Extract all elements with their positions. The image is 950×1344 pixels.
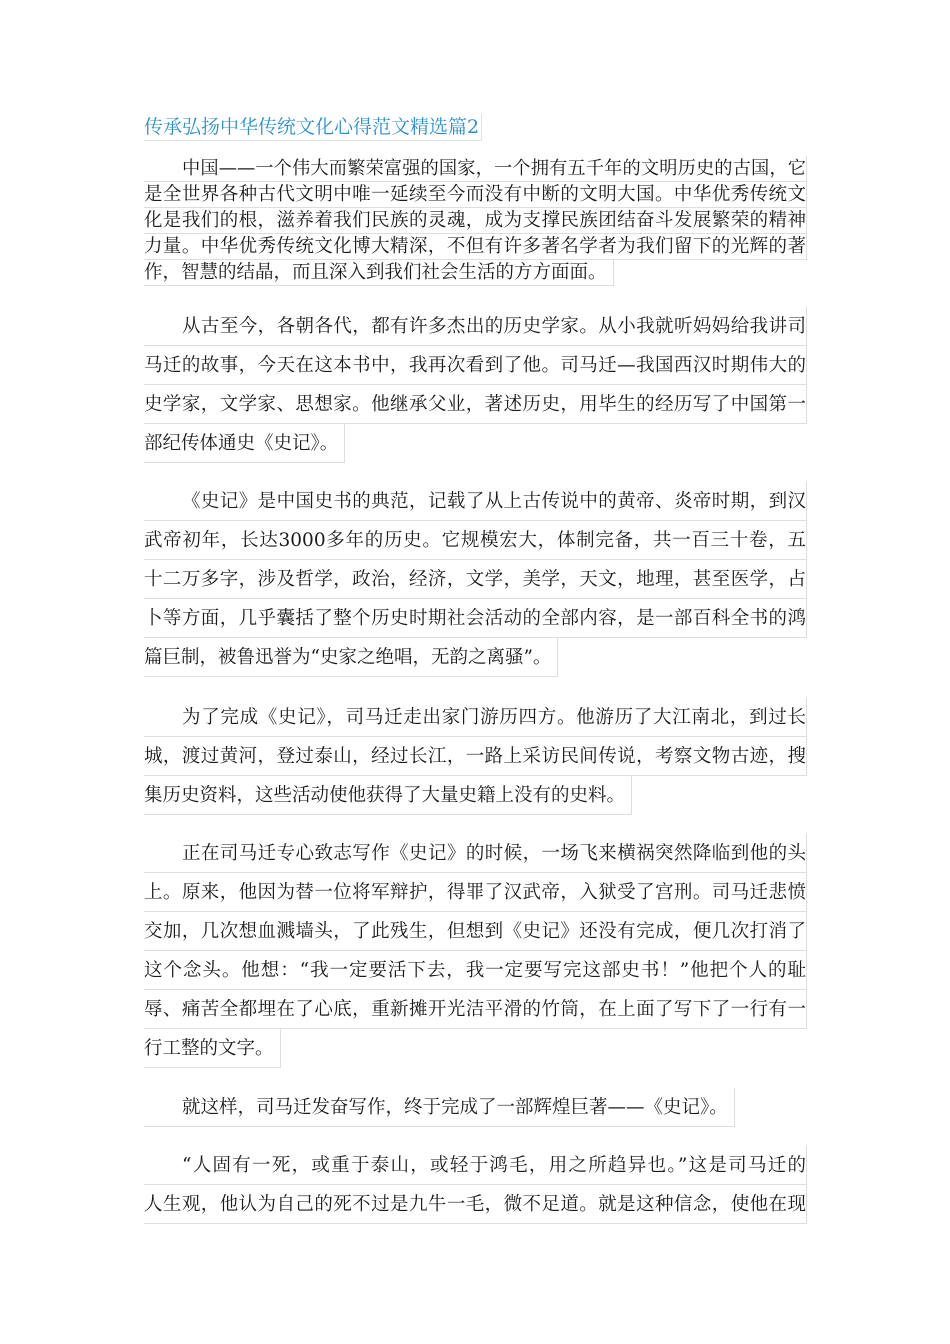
paragraph-line: 行工整的文字。	[144, 1029, 281, 1068]
paragraph-line: 为了完成《史记》，司马迁走出家门游历四方。他游历了大江南北，到过长	[144, 698, 807, 737]
paragraph-line: 作，智慧的结晶，而且深入到我们社会生活的方方面面。	[144, 260, 614, 286]
paragraph-line: 力量。中华优秀传统文化博大精深，不但有许多著名学者为我们留下的光辉的著	[144, 234, 807, 260]
paragraph-line: 中国——一个伟大而繁荣富强的国家，一个拥有五千年的文明历史的古国，它	[144, 156, 807, 182]
paragraph-line: 马迁的故事，今天在这本书中，我再次看到了他。司马迁—我国西汉时期伟大的	[144, 346, 807, 385]
paragraph-line: 是全世界各种古代文明中唯一延续至今而没有中断的文明大国。中华优秀传统文	[144, 182, 807, 208]
paragraph-6	[144, 1088, 809, 1127]
paragraph-line: 《史记》是中国史书的典范，记载了从上古传说中的黄帝、炎帝时期，到汉	[144, 482, 807, 521]
paragraph-5	[144, 834, 809, 1068]
paragraph-line: 交加，几次想血溅墙头，了此残生，但想到《史记》还没有完成，便几次打消了	[144, 912, 807, 951]
paragraph-line: 辱、痛苦全都埋在了心底，重新摊开光洁平滑的竹筒，在上面了写下了一行有一	[144, 990, 807, 1029]
paragraph-line: 部纪传体通史《史记》。	[144, 424, 345, 463]
paragraph-3	[144, 482, 809, 677]
paragraph-line: 城，渡过黄河，登过泰山，经过长江，一路上采访民间传说，考察文物古迹，搜	[144, 737, 807, 776]
paragraph-line: 人生观，他认为自己的死不过是九牛一毛，微不足道。就是这种信念，使他在现	[144, 1185, 807, 1224]
paragraph-line: 史学家，文学家、思想家。他继承父业，著述历史，用毕生的经历写了中国第一	[144, 385, 807, 424]
paragraph-1	[144, 156, 809, 286]
paragraph-7	[144, 1146, 809, 1224]
document-title: 传承弘扬中华传统文化心得范文精选篇2	[144, 114, 482, 141]
paragraph-line: 这个念头。他想：“我一定要活下去，我一定要写完这部史书！”他把个人的耻	[144, 951, 807, 990]
paragraph-line: 篇巨制，被鲁迅誉为“史家之绝唱，无韵之离骚”。	[144, 638, 558, 677]
paragraph-line: 集历史资料，这些活动使他获得了大量史籍上没有的史料。	[144, 776, 632, 815]
paragraph-line: 正在司马迁专心致志写作《史记》的时候，一场飞来横祸突然降临到他的头	[144, 834, 807, 873]
paragraph-line: 化是我们的根，滋养着我们民族的灵魂，成为支撑民族团结奋斗发展繁荣的精神	[144, 208, 807, 234]
paragraph-line: “人固有一死，或重于泰山，或轻于鸿毛，用之所趋异也。”这是司马迁的	[144, 1146, 807, 1185]
paragraph-line: 就这样，司马迁发奋写作，终于完成了一部辉煌巨著——《史记》。	[144, 1088, 735, 1127]
paragraph-line: 十二万多字，涉及哲学，政治，经济，文学，美学，天文，地理，甚至医学，占	[144, 560, 807, 599]
paragraph-line: 从古至今，各朝各代，都有许多杰出的历史学家。从小我就听妈妈给我讲司	[144, 307, 807, 346]
paragraph-2	[144, 307, 809, 463]
paragraph-4	[144, 698, 809, 815]
paragraph-line: 卜等方面，几乎囊括了整个历史时期社会活动的全部内容，是一部百科全书的鸿	[144, 599, 807, 638]
paragraph-line: 武帝初年，长达3000多年的历史。它规模宏大，体制完备，共一百三十卷，五	[144, 521, 807, 560]
paragraph-line: 上。原来，他因为替一位将军辩护，得罪了汉武帝，入狱受了宫刑。司马迁悲愤	[144, 873, 807, 912]
